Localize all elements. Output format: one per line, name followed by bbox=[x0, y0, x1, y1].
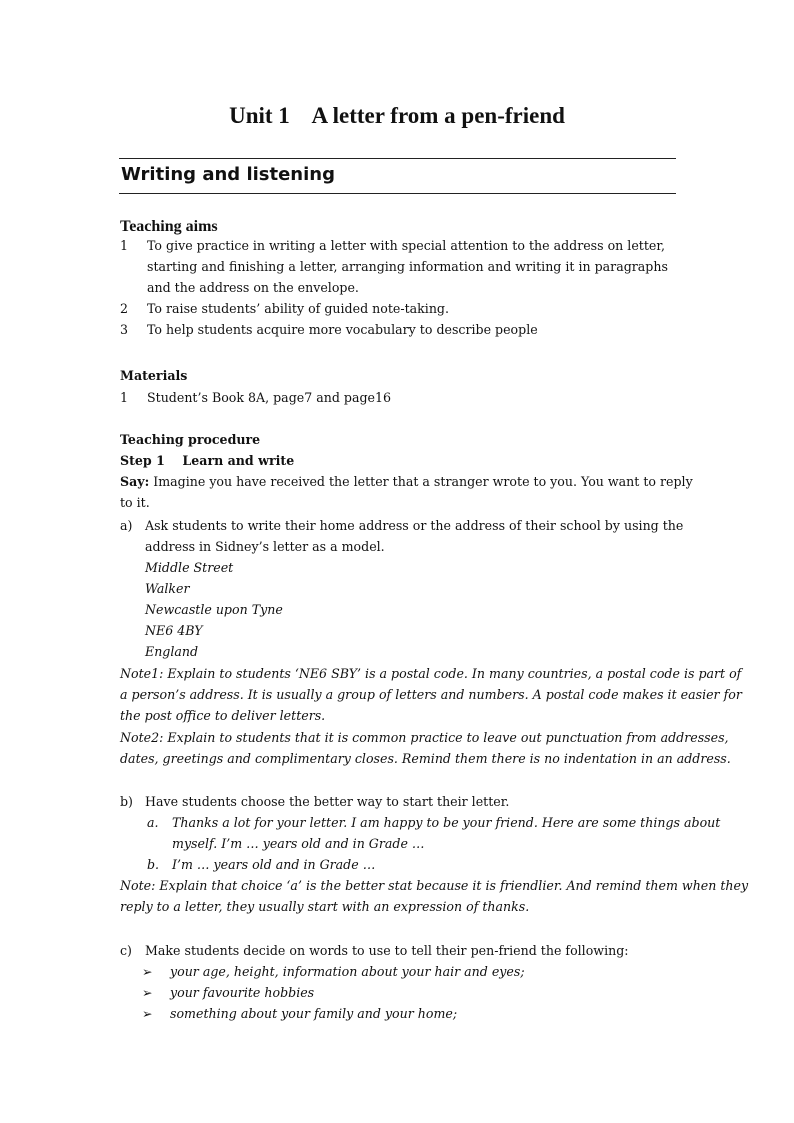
address-line: Newcastle upon Tyne bbox=[145, 602, 283, 617]
list-item: ➢ your favourite hobbies bbox=[120, 982, 629, 1003]
arrow-bullet-icon: ➢ bbox=[142, 964, 153, 979]
list-item: ➢ something about your family and your home; bbox=[120, 1003, 629, 1024]
section-c: c) Make students decide on words to use to tell their pen-friend the following: ➢ your age, height, information about your hair and eyes; ➢ your favourite hobbies ➢ something about your family and your home; bbox=[120, 940, 629, 1024]
page-title: Unit 1 A letter from a pen-friend bbox=[229, 103, 565, 128]
address-line: NE6 4BY bbox=[145, 623, 203, 638]
address-line: Walker bbox=[145, 581, 190, 596]
procedure-heading: Teaching procedure bbox=[120, 432, 261, 447]
note-b: Note: Explain that choice ‘a’ is the better stat because it is friendlier. And remind them when they bbox=[120, 878, 749, 893]
list-item: 3 To help students acquire more vocabulary to describe people bbox=[120, 322, 538, 337]
top-divider bbox=[119, 158, 676, 159]
option-b: b. I’m … years old and in Grade … bbox=[147, 857, 376, 872]
list-item: 2 To raise students’ ability of guided note-taking. bbox=[120, 301, 449, 316]
section-a: a) Ask students to write their home address or the address of their school by using the address in Sidney’s letter as a model. Middle Street Walker Newcastle upon Tyne NE6 4BY England bbox=[120, 515, 683, 662]
materials-heading: Materials bbox=[120, 368, 188, 383]
note2: Note2: Explain to students that it is common practice to leave out punctuation from addresses, dates, greetings and complimentary closes. Remind them there is no indentation in an address. bbox=[120, 730, 731, 766]
list-item: ➢ your age, height, information about your hair and eyes; bbox=[120, 961, 629, 982]
list-item-continuation: and the address on the envelope. bbox=[147, 280, 359, 295]
teaching-aims-list bbox=[120, 235, 668, 340]
section-b: b) Have students choose the better way to start their letter. a. Thanks a lot for your letter. I am happy to be your friend. Here are some things about myself. I’m … years old and in Grade … b. I’m … years old and in Grade … Note: Explain that choice ‘a’ is the better stat because it is friendlier. And remind them when they reply to a letter, they usually start with an expression of thanks. bbox=[120, 794, 749, 914]
section-heading: Writing and listening bbox=[121, 164, 335, 185]
materials-item: 1 Student’s Book 8A, page7 and page16 bbox=[120, 390, 392, 405]
bottom-divider bbox=[119, 193, 676, 194]
note1: Note1: Explain to students ‘NE6 SBY’ is a postal code. In many countries, a postal code is part of a person’s address. It is usually a group of letters and numbers. A postal code makes it easier for the post office to deliver letters. bbox=[120, 666, 742, 723]
step-heading: Step 1 Learn and write bbox=[120, 453, 295, 468]
option-a: a. Thanks a lot for your letter. I am happy to be your friend. Here are some things about bbox=[147, 815, 721, 830]
say-paragraph: Say: Imagine you have received the letter that a stranger wrote to you. You want to reply to it. bbox=[120, 474, 693, 510]
list-item-continuation: starting and finishing a letter, arranging information and writing it in paragraphs bbox=[147, 259, 668, 274]
arrow-bullet-icon: ➢ bbox=[142, 1006, 153, 1021]
teaching-aims-heading: Teaching aims bbox=[120, 218, 218, 235]
say-label: Say: bbox=[120, 474, 150, 489]
arrow-bullet-icon: ➢ bbox=[142, 985, 153, 1000]
address-line: Middle Street bbox=[145, 560, 234, 575]
address-line: England bbox=[145, 644, 199, 659]
list-item: 1 To give practice in writing a letter with special attention to the address on letter, bbox=[120, 238, 665, 253]
